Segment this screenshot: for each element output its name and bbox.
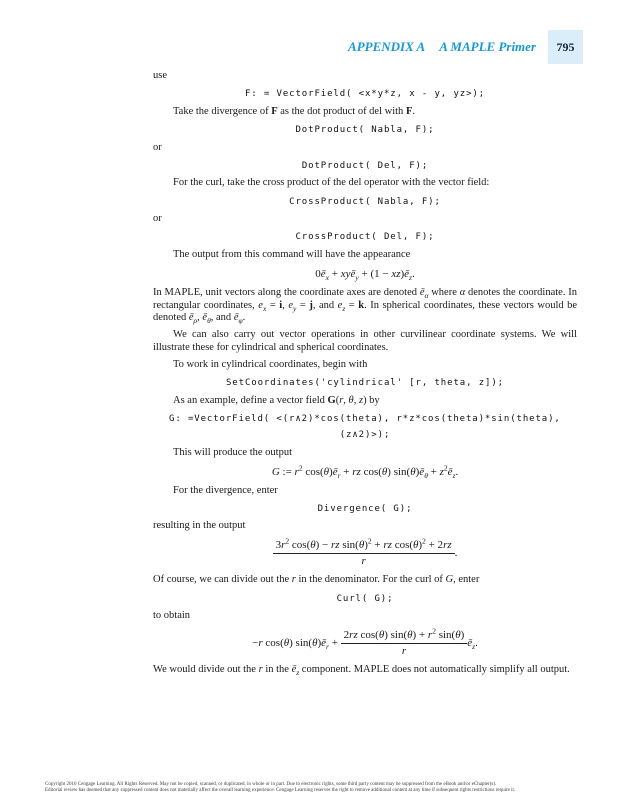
text-block: or — [153, 213, 162, 225]
equation-block: $\frac{3r^2 \cos(\theta) - rz \sin(\theta)^2 + rz \cos(\theta)^2 + 2rz}{r}$ . — [153, 539, 577, 568]
text-block: As an example, define a vector field G(r, θ, z) by — [173, 394, 380, 406]
appendix-label: APPENDIX A — [348, 39, 426, 54]
text-block: The output from this command will have the appearance — [173, 248, 411, 260]
running-head — [348, 39, 536, 55]
code-block: G: =VectorField( <(r∧2)*cos(theta), r*z*cos(theta)*sin(theta), — [169, 413, 561, 424]
text-block: We would divide out the r in the $ē_z$ component. MAPLE does not automatically simplify all output. — [153, 663, 570, 677]
copyright-footer — [45, 782, 584, 794]
equation-block: −r cos(θ) $\sin(\theta)ē_r$ + $\frac{2rz \cos(\theta) \sin(\theta) + r^2 \sin(\theta)}{r}$ $ē_z$. — [252, 626, 478, 657]
text-block: to obtain — [153, 610, 191, 622]
text-block: resulting in the output — [153, 520, 246, 532]
code-block: (z∧2)>); — [339, 430, 391, 441]
text-block: In MAPLE, unit vectors along the coordinate axes are denoted $ē_\alpha$ where α denotes the coordinate. In rectangular coordinates, $e_x = i$, $e_y = j$, and $e_z = k$. In spherical coordinates, these vectors would be denoted $ē_\rho$, $ē_\theta$, and $ē_\varphi$. — [153, 286, 578, 326]
code-block: DotProduct( Del, F); — [301, 160, 429, 171]
text-block: For the divergence, enter — [173, 484, 278, 496]
code-block: SetCoordinates('cylindrical' [r, theta, z]); — [225, 378, 504, 389]
text-block: Take the divergence of F as the dot product of del with F. — [173, 105, 415, 117]
code-block: F: = VectorField( <x*y*z, x - y, yz>); — [244, 89, 486, 100]
code-block: Divergence( G); — [317, 503, 413, 514]
page-number-badge — [548, 30, 583, 64]
footer-line-1: Copyright 2010 Cengage Learning. All Rights Reserved. May not be copied, scanned, or duplicated, in whole or in part. Due to electronic rights, some third party content may be suppressed from the eBook and/or eChapter(s). — [45, 782, 497, 787]
text-block: For the curl, take the cross product of the del operator with the vector field: — [173, 177, 490, 189]
text-block: This will produce the output — [173, 446, 292, 458]
text-block: Of course, we can divide out the r in the denominator. For the curl of G, enter — [153, 574, 480, 586]
text-block: use — [153, 70, 167, 81]
footer-line-2: Editorial review has deemed that any suppressed content does not materially affect the overall learning experience. Cengage Learning reserves the right to remove additional content at any time if subsequent rights restrictions require it. — [45, 788, 516, 793]
code-block: CrossProduct( Del, F); — [295, 232, 435, 243]
code-block: Curl( G); — [336, 593, 394, 604]
code-block: DotProduct( Nabla, F); — [295, 125, 435, 136]
text-block: or — [153, 141, 162, 153]
appendix-title: A MAPLE Primer — [439, 39, 536, 54]
text-block: To work in cylindrical coordinates, begin with — [173, 358, 368, 370]
page-content — [153, 66, 577, 681]
page-number: 795 — [556, 39, 575, 54]
equation-block: G := $r^2$ $\cos(\theta)ē_r$ + rz cos(θ) $\sin(\theta)ē_\theta$ + $z^2ē_z$. — [271, 463, 459, 480]
page-header — [348, 30, 583, 64]
code-block: CrossProduct( Nabla, F); — [289, 196, 441, 207]
equation-block: $0ē_x$ + xyē$_y$ + $(1 - xz)ē_z$. — [315, 267, 415, 282]
text-block: We can also carry out vector operations in other curvilinear coordinate systems. We will illustrate these for cylindrical and spherical coordinates. — [153, 329, 577, 353]
